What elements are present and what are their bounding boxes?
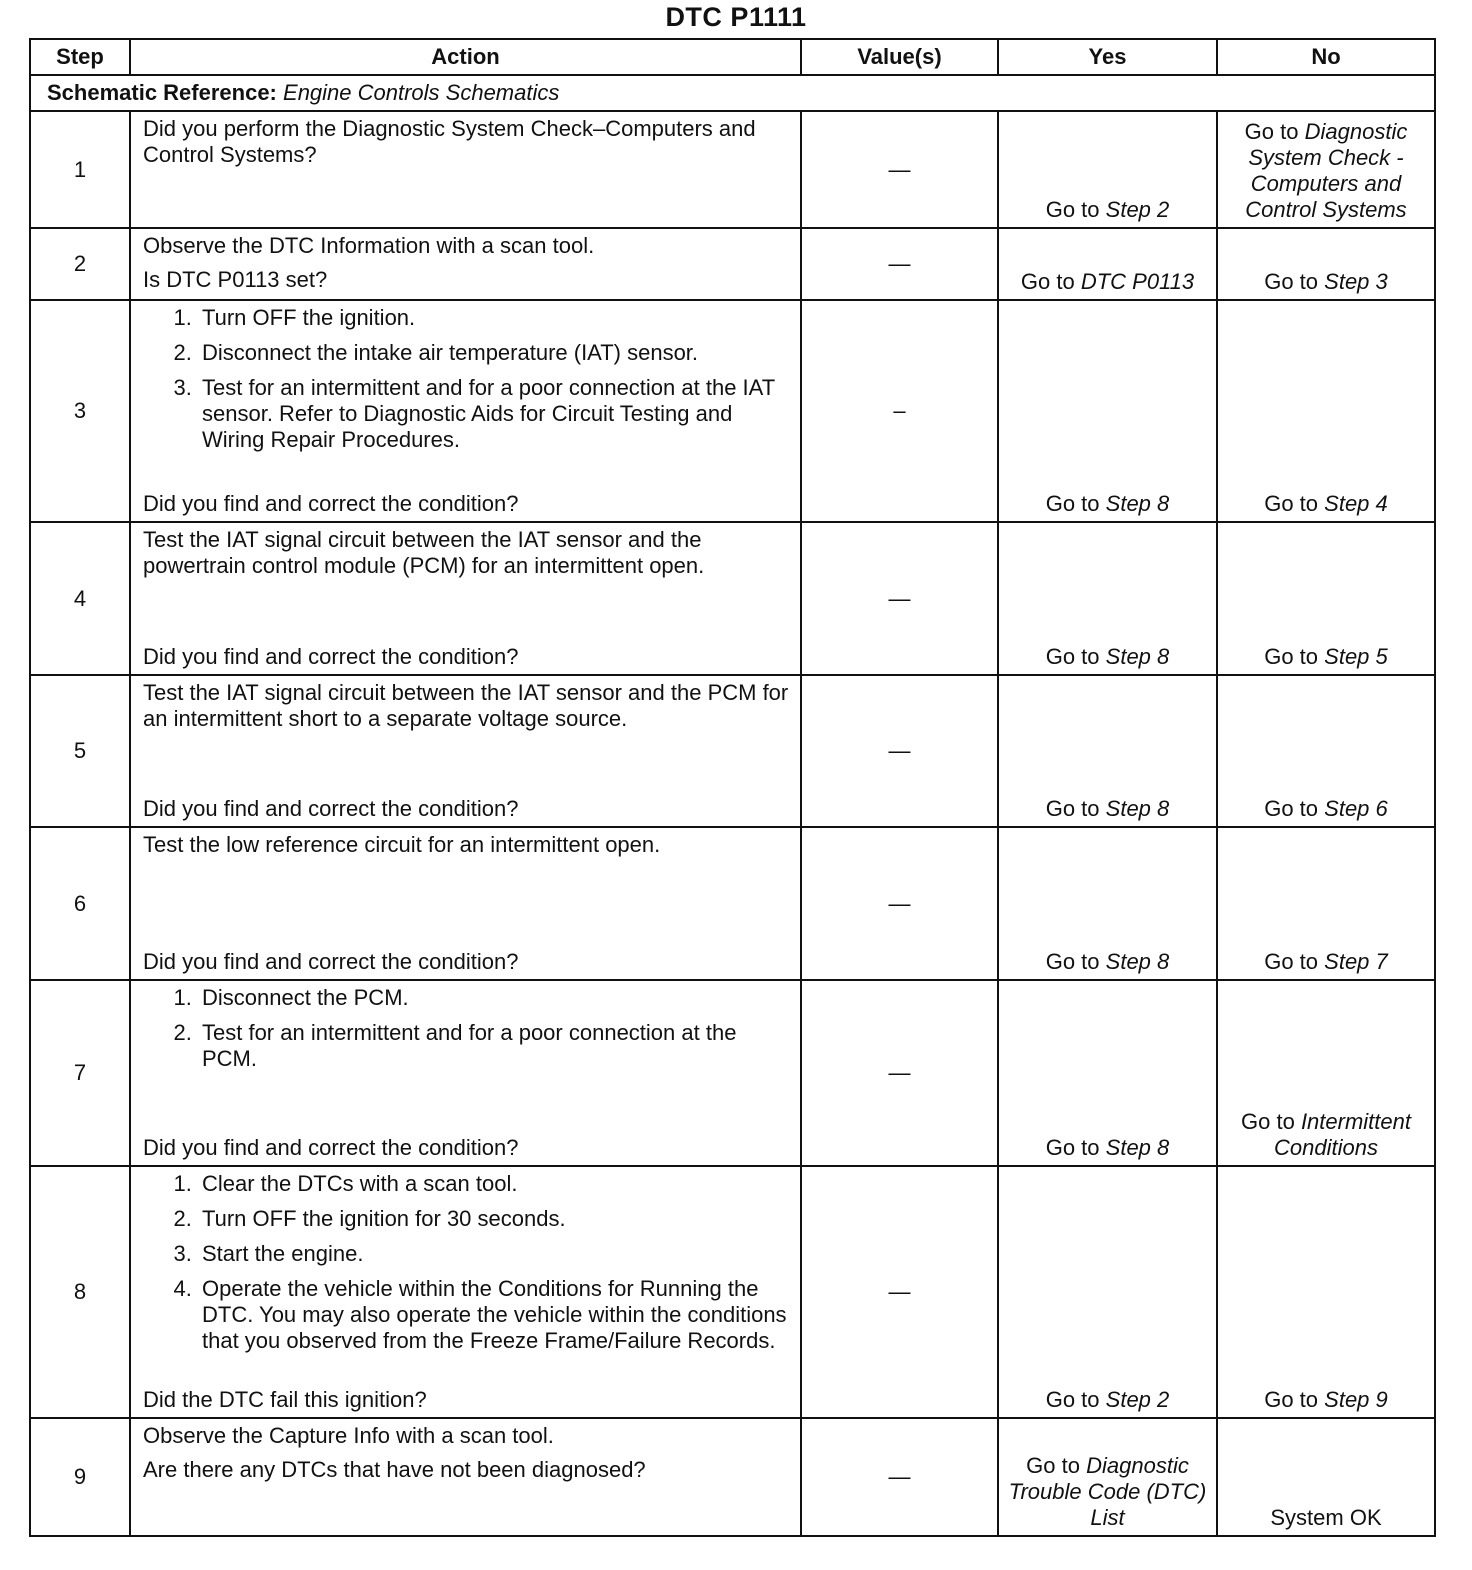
action-content — [143, 985, 790, 1161]
schematic-label: Schematic Reference: — [47, 80, 277, 105]
action-cell — [130, 1418, 801, 1536]
no-target[interactable]: Step 6 — [1324, 796, 1388, 821]
step-number: 7 — [30, 980, 130, 1166]
step-number: 4 — [30, 522, 130, 675]
step-number: 5 — [30, 675, 130, 827]
no-result: System OK — [1270, 1505, 1382, 1530]
action-cell — [130, 522, 801, 675]
action-text: Did you perform the Diagnostic System Check–Computers and Control Systems? — [143, 116, 756, 167]
yes-cell — [998, 827, 1217, 980]
action-steps — [143, 305, 790, 462]
yes-cell — [998, 675, 1217, 827]
action-cell — [130, 675, 801, 827]
action-step-item: 2. Turn OFF the ignition for 30 seconds. — [198, 1206, 790, 1232]
no-cell — [1217, 522, 1435, 675]
yes-target[interactable]: Step 8 — [1105, 796, 1170, 821]
no-target[interactable]: Step 5 — [1324, 644, 1388, 669]
action-cell — [130, 300, 801, 522]
step-number: 6 — [30, 827, 130, 980]
action-content — [143, 116, 790, 223]
table-row — [30, 111, 1435, 228]
schematic-reference — [30, 75, 1435, 111]
step-number: 9 — [30, 1418, 130, 1536]
table-row — [30, 1418, 1435, 1536]
value-cell: — — [801, 827, 998, 980]
table-row — [30, 675, 1435, 827]
go-to-label: Go to — [1264, 796, 1319, 821]
action-text: Observe the DTC Information with a scan tool. — [143, 233, 595, 258]
action-step-item: 4. Operate the vehicle within the Conditions for Running the DTC. You may also operate the vehicle within the conditions that you observed from the Freeze Frame/Failure Records. — [198, 1276, 790, 1354]
value-cell: — — [801, 675, 998, 827]
action-step-item: 1. Disconnect the PCM. — [198, 985, 790, 1011]
yes-target[interactable]: DTC P0113 — [1080, 269, 1195, 294]
no-cell — [1217, 1166, 1435, 1418]
no-cell — [1217, 980, 1435, 1166]
schematic-value: Engine Controls Schematics — [283, 80, 560, 105]
step-number: 1 — [30, 111, 130, 228]
action-content — [143, 1171, 790, 1413]
spacer — [143, 1449, 790, 1457]
no-target[interactable]: Intermittent Conditions — [1274, 1109, 1411, 1160]
no-target[interactable]: Step 3 — [1324, 269, 1388, 294]
yes-cell — [998, 228, 1217, 300]
value-cell: — — [801, 1166, 998, 1418]
header-values: Value(s) — [801, 39, 998, 75]
no-cell — [1217, 228, 1435, 300]
go-to-label: Go to — [1045, 491, 1100, 516]
no-cell — [1217, 111, 1435, 228]
schematic-reference-row — [30, 75, 1435, 111]
spacer — [143, 858, 790, 949]
action-content — [143, 832, 790, 975]
spacer — [143, 1081, 790, 1135]
table-row — [30, 827, 1435, 980]
action-content — [143, 1423, 790, 1531]
yes-cell — [998, 1166, 1217, 1418]
no-cell — [1217, 827, 1435, 980]
yes-target[interactable]: Step 8 — [1105, 644, 1170, 669]
no-target[interactable]: Step 7 — [1324, 949, 1388, 974]
go-to-label: Go to — [1264, 269, 1319, 294]
spacer — [143, 462, 790, 491]
action-step-item: 3. Test for an intermittent and for a poor connection at the IAT sensor. Refer to Diagnostic Aids for Circuit Testing and Wiring Repair Procedures. — [198, 375, 790, 453]
diagnostic-table — [29, 38, 1436, 1537]
table-row — [30, 300, 1435, 522]
value-cell: — — [801, 980, 998, 1166]
table-row — [30, 522, 1435, 675]
no-cell — [1217, 675, 1435, 827]
value-cell: — — [801, 111, 998, 228]
table-row — [30, 228, 1435, 300]
yes-target[interactable]: Step 8 — [1105, 491, 1170, 516]
go-to-label: Go to — [1026, 1453, 1080, 1478]
go-to-label: Go to — [1264, 1387, 1319, 1412]
action-question: Are there any DTCs that have not been diagnosed? — [143, 1457, 646, 1482]
go-to-label: Go to — [1264, 644, 1319, 669]
no-target[interactable]: Diagnostic System Check - Computers and Control Systems — [1245, 119, 1408, 222]
yes-target[interactable]: Step 2 — [1105, 197, 1170, 222]
action-question: Did you find and correct the condition? — [143, 491, 519, 516]
yes-target[interactable]: Diagnostic Trouble Code (DTC) List — [1008, 1453, 1207, 1530]
step-number: 8 — [30, 1166, 130, 1418]
action-step-item: 1. Clear the DTCs with a scan tool. — [198, 1171, 790, 1197]
action-cell — [130, 827, 801, 980]
action-question: Did you find and correct the condition? — [143, 949, 519, 974]
spacer — [143, 1363, 790, 1387]
action-text: Test the IAT signal circuit between the IAT sensor and the PCM for an intermittent short to a separate voltage source. — [143, 680, 789, 731]
header-yes: Yes — [998, 39, 1217, 75]
yes-cell — [998, 522, 1217, 675]
action-step-item: 1. Turn OFF the ignition. — [198, 305, 790, 331]
action-question: Did the DTC fail this ignition? — [143, 1387, 427, 1412]
page-title: DTC P1111 — [665, 2, 807, 32]
action-question: Is DTC P0113 set? — [143, 267, 328, 292]
go-to-label: Go to — [1045, 197, 1100, 222]
go-to-label: Go to — [1244, 119, 1299, 144]
yes-target[interactable]: Step 8 — [1105, 949, 1170, 974]
no-cell — [1217, 300, 1435, 522]
action-cell — [130, 980, 801, 1166]
value-cell: — — [801, 1418, 998, 1536]
action-text: Test the low reference circuit for an intermittent open. — [143, 832, 661, 857]
action-question: Did you find and correct the condition? — [143, 644, 519, 669]
action-cell — [130, 228, 801, 300]
action-step-item: 2. Disconnect the intake air temperature (IAT) sensor. — [198, 340, 790, 366]
header-action: Action — [130, 39, 801, 75]
step-number: 2 — [30, 228, 130, 300]
table-row — [30, 1166, 1435, 1418]
header-row — [30, 39, 1435, 75]
table-row — [30, 980, 1435, 1166]
spacer — [143, 579, 790, 644]
action-content — [143, 233, 790, 295]
yes-cell — [998, 1418, 1217, 1536]
action-text: Test the IAT signal circuit between the IAT sensor and the powertrain control module (PCM) for an intermittent open. — [143, 527, 705, 578]
go-to-label: Go to — [1020, 269, 1075, 294]
no-target[interactable]: Step 9 — [1324, 1387, 1388, 1412]
action-question: Did you find and correct the condition? — [143, 796, 519, 821]
spacer — [143, 732, 790, 796]
go-to-label: Go to — [1264, 949, 1319, 974]
value-cell: — — [801, 228, 998, 300]
action-text: Observe the Capture Info with a scan tool. — [143, 1423, 554, 1448]
go-to-label: Go to — [1045, 796, 1100, 821]
action-steps — [143, 985, 790, 1081]
action-content — [143, 305, 790, 517]
yes-target[interactable]: Step 8 — [1105, 1135, 1170, 1160]
header-step: Step — [30, 39, 130, 75]
no-cell — [1217, 1418, 1435, 1536]
no-target[interactable]: Step 4 — [1324, 491, 1388, 516]
spacer — [143, 259, 790, 267]
value-cell: — — [801, 522, 998, 675]
go-to-label: Go to — [1045, 1387, 1100, 1412]
go-to-label: Go to — [1045, 1135, 1100, 1160]
step-number: 3 — [30, 300, 130, 522]
yes-cell — [998, 300, 1217, 522]
value-cell: – — [801, 300, 998, 522]
action-cell — [130, 1166, 801, 1418]
yes-target[interactable]: Step 2 — [1105, 1387, 1170, 1412]
go-to-label: Go to — [1241, 1109, 1295, 1134]
go-to-label: Go to — [1045, 949, 1100, 974]
action-step-item: 2. Test for an intermittent and for a poor connection at the PCM. — [198, 1020, 790, 1072]
go-to-label: Go to — [1045, 644, 1100, 669]
action-content — [143, 527, 790, 670]
action-step-item: 3. Start the engine. — [198, 1241, 790, 1267]
yes-cell — [998, 980, 1217, 1166]
header-no: No — [1217, 39, 1435, 75]
yes-cell — [998, 111, 1217, 228]
action-steps — [143, 1171, 790, 1363]
action-cell — [130, 111, 801, 228]
action-question: Did you find and correct the condition? — [143, 1135, 519, 1160]
action-content — [143, 680, 790, 822]
go-to-label: Go to — [1264, 491, 1319, 516]
